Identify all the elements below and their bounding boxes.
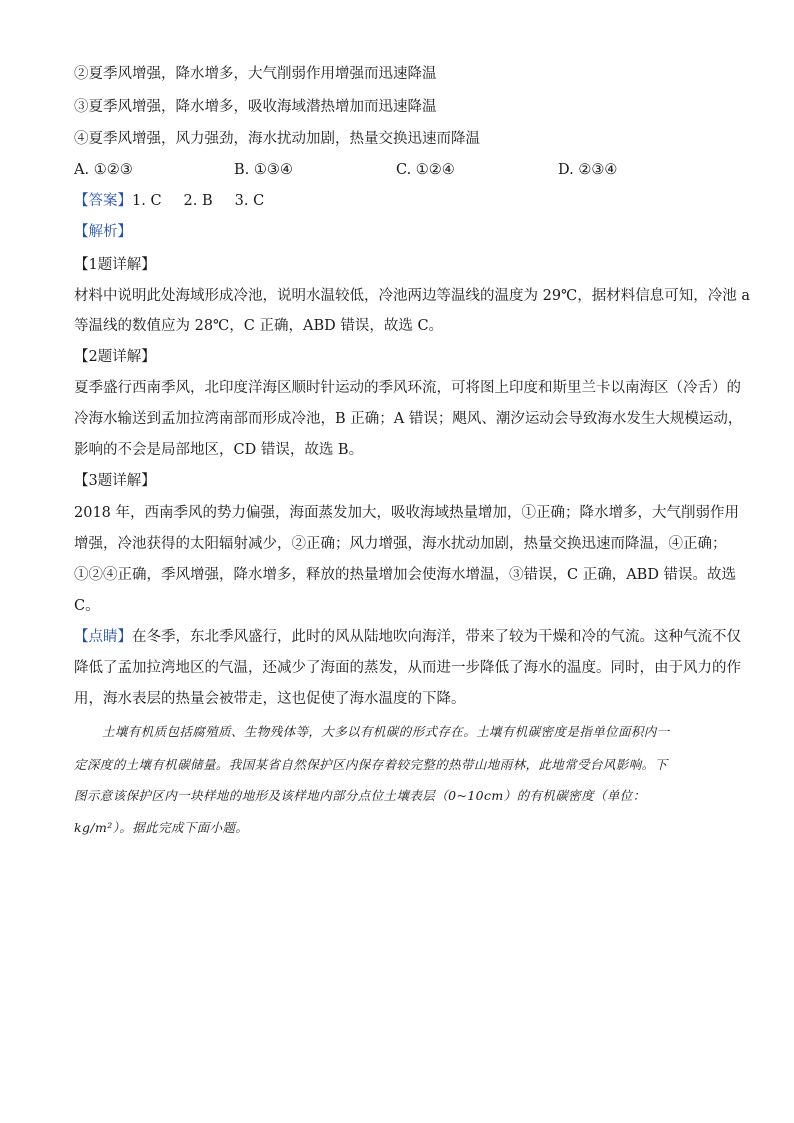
answer-item-2: 2. B: [183, 193, 213, 209]
statement-3: ③夏季风增强，降水增多，吸收海域潜热增加而迅速降温: [74, 99, 437, 115]
answer-item-3: 3. C: [234, 193, 265, 209]
option-a: A. ①②③: [74, 162, 133, 178]
q3-line-2: 增强，冷池获得的太阳辐射减少，②正确；风力增强，海水扰动加剧，热量交换迅速而降温，④正确；: [74, 536, 727, 552]
answer-tag: 【答案】: [74, 193, 132, 209]
passage-line-3: 图示意该保护区内一块样地的地形及该样地内部分点位土壤表层（0~10cm）的有机碳密度（单位：: [74, 788, 646, 803]
q2-tag: 【2题详解】: [74, 349, 156, 365]
tips-text-1: 在冬季，东北季风盛行，此时的风从陆地吹向海洋，带来了较为干燥和冷的气流。这种气流不仅: [132, 629, 741, 645]
tips-line-3: 用，海水表层的热量会被带走，这也促使了海水温度的下降。: [74, 691, 466, 707]
q3-tag: 【3题详解】: [74, 473, 156, 489]
option-c: C. ①②④: [396, 162, 455, 178]
tips-tag: 【点睛】: [74, 629, 132, 645]
tips-line-2: 降低了孟加拉湾地区的气温，还减少了海面的蒸发，从而进一步降低了海水的温度。同时，由于风力的作: [74, 660, 741, 676]
q2-line-1: 夏季盛行西南季风，北印度洋海区顺时针运动的季风环流，可将图上印度和斯里兰卡以南海区（冷舌）的: [74, 380, 741, 396]
q1-tag: 【1题详解】: [74, 257, 156, 273]
q3-line-1: 2018 年，西南季风的势力偏强，海面蒸发加大，吸收海域热量增加，①正确；降水增多，大气削弱作用: [74, 505, 740, 521]
q2-line-2: 冷海水输送到孟加拉湾南部而形成冷池，B 正确；A 错误；飓风、潮汐运动会导致海水发生大规模运动，: [74, 411, 743, 427]
passage-line-2: 定深度的土壤有机碳储量。我国某省自然保护区内保存着较完整的热带山地雨林，此地常受台风影响。下: [74, 757, 668, 772]
tips-line-1: [74, 627, 741, 647]
q1-line-2: 等温线的数值应为 28℃，C 正确，ABD 错误，故选 C。: [74, 318, 444, 334]
option-b: B. ①③④: [234, 162, 293, 178]
passage-line-4: kg/m²）。据此完成下面小题。: [74, 820, 249, 835]
q2-line-3: 影响的不会是局部地区，CD 错误，故选 B。: [74, 442, 364, 458]
answer-line: [74, 191, 264, 211]
q3-line-3: ①②④正确，季风增强，降水增多，释放的热量增加会使海水增温，③错误，C 正确，ABD 错误。故选: [74, 567, 737, 583]
statement-2: ②夏季风增强，降水增多，大气削弱作用增强而迅速降温: [74, 66, 437, 82]
q1-line-1: 材料中说明此处海域形成冷池，说明水温较低，冷池两边等温线的温度为 29℃，据材料信息可知，冷池 a: [74, 288, 751, 304]
q3-line-4: C。: [74, 598, 100, 614]
analysis-tag: 【解析】: [74, 224, 132, 240]
passage-line-1: 土壤有机质包括腐殖质、生物残体等，大多以有机碳的形式存在。土壤有机碳密度是指单位面积内一: [102, 724, 670, 739]
option-d: D. ②③④: [558, 162, 618, 178]
answer-item-1: 1. C: [132, 193, 162, 209]
statement-4: ④夏季风增强，风力强劲，海水扰动加剧，热量交换迅速而降温: [74, 131, 480, 147]
